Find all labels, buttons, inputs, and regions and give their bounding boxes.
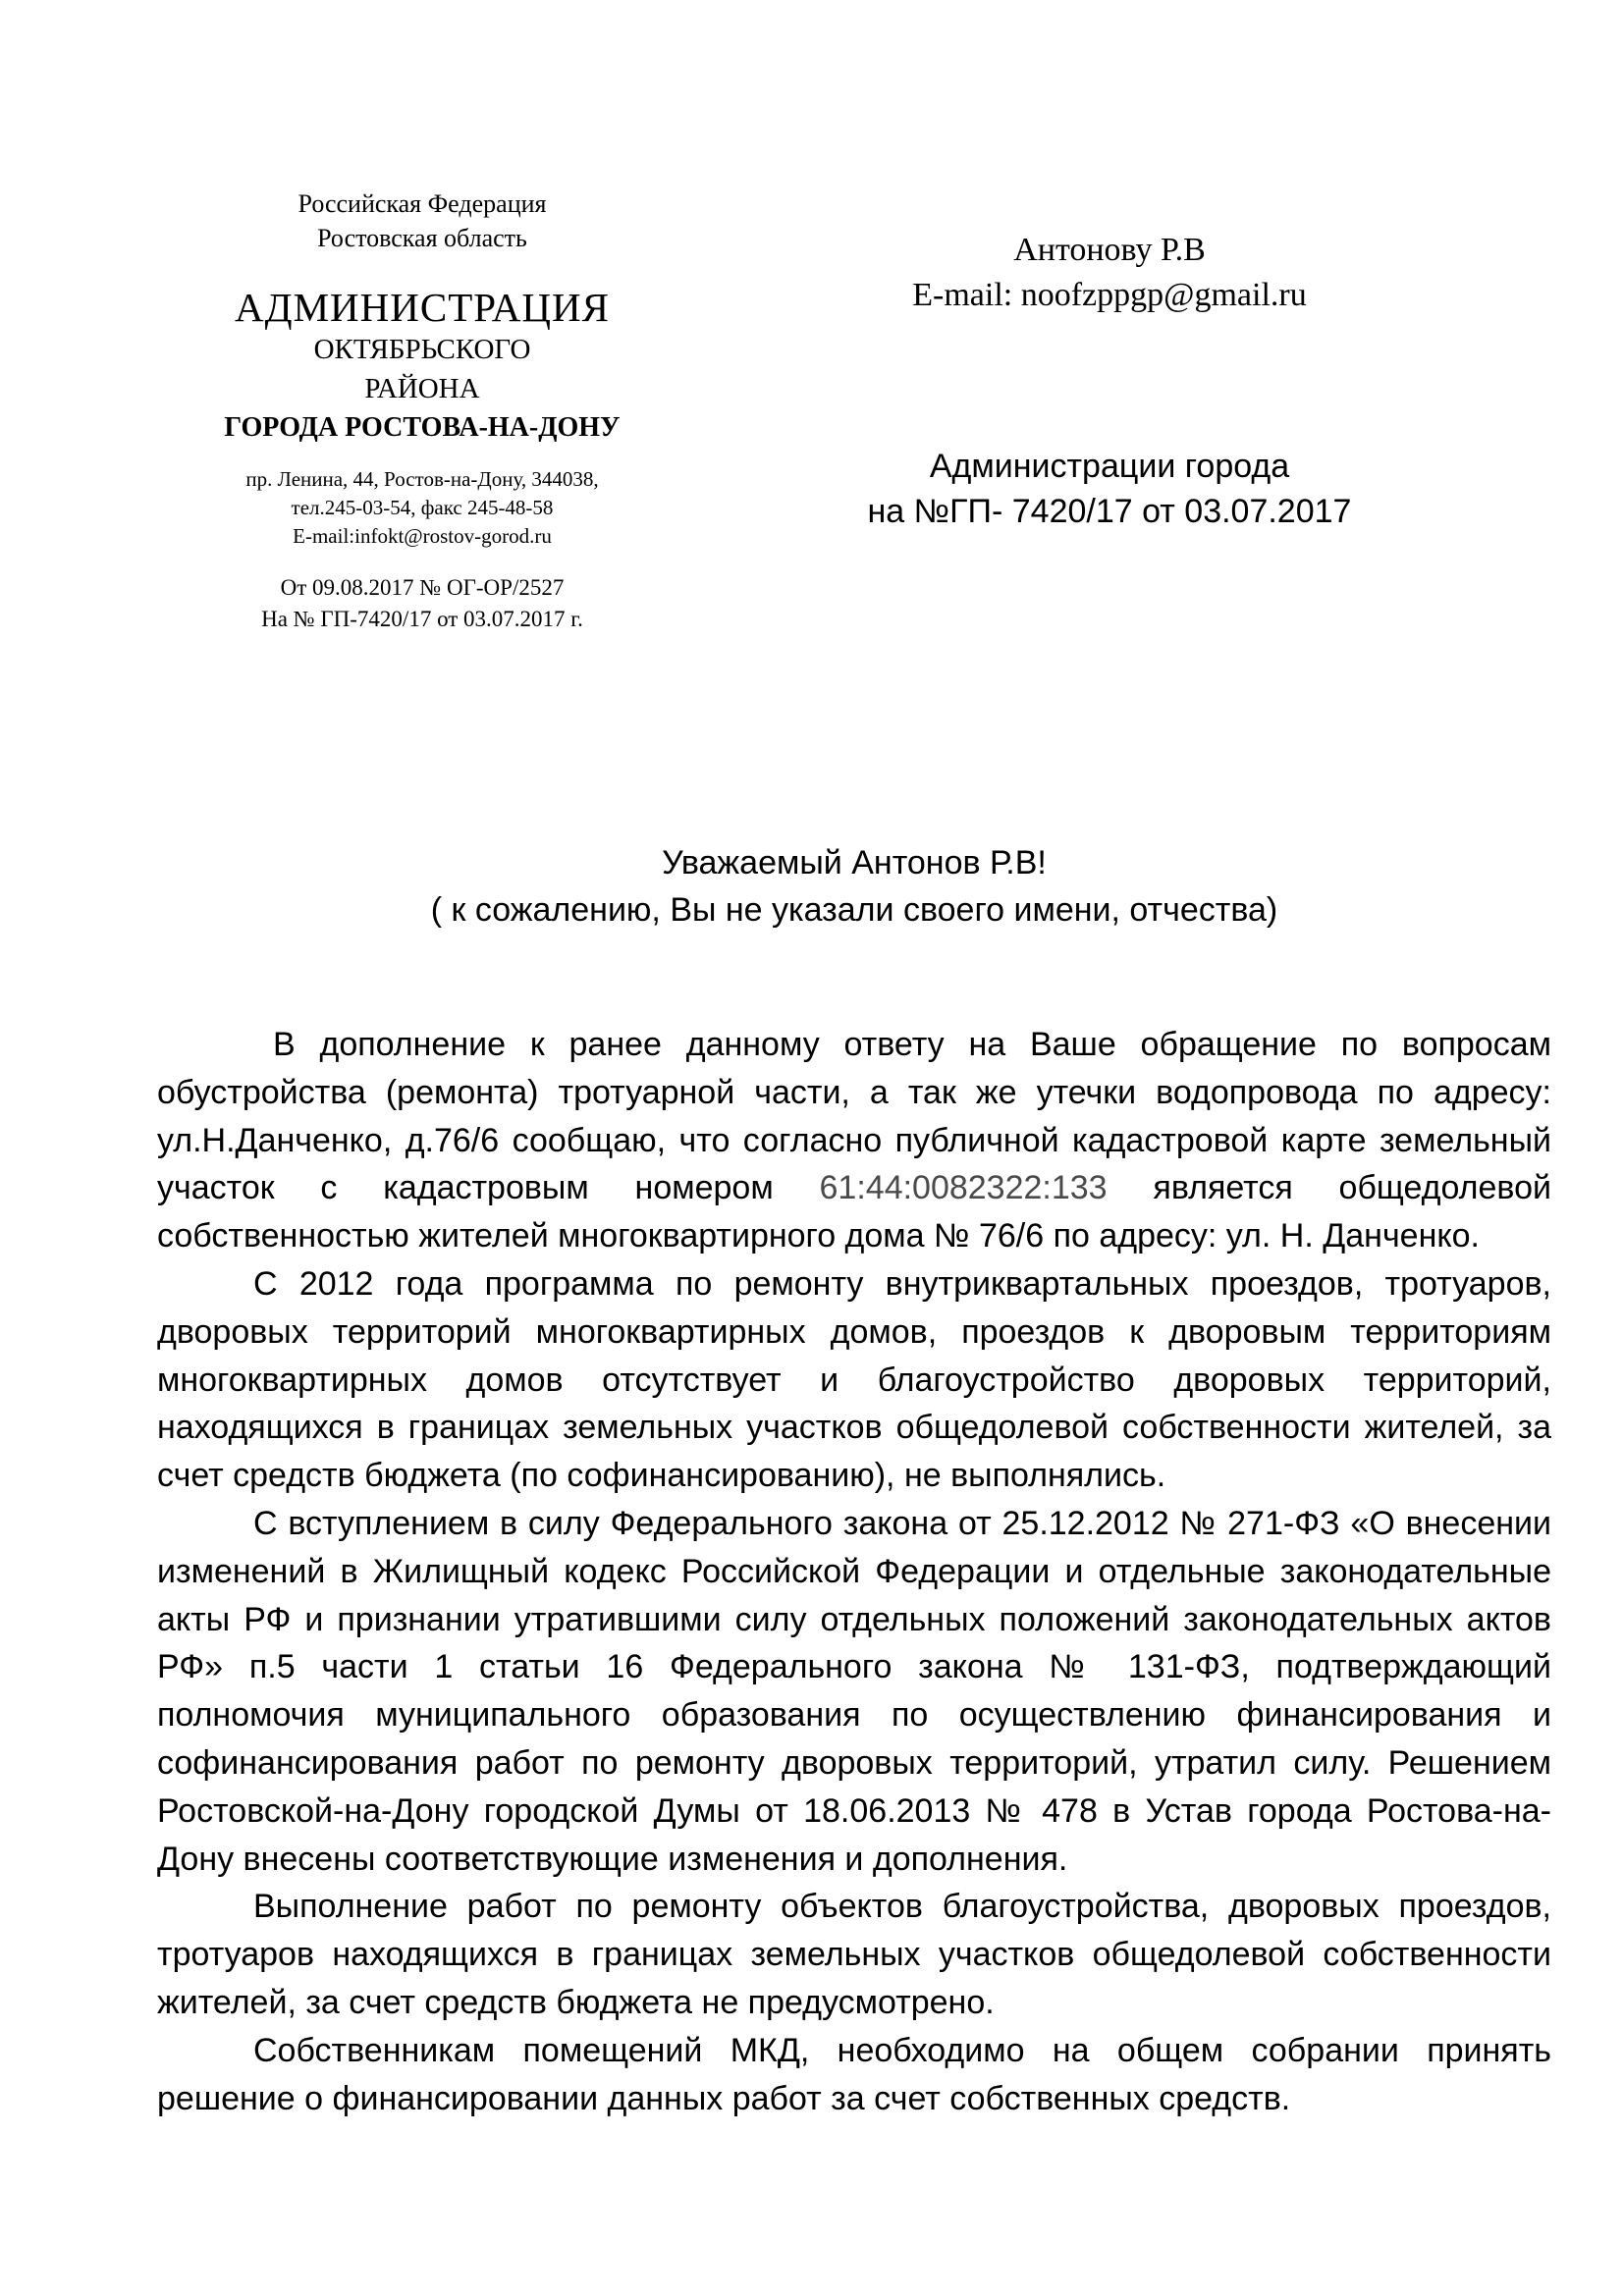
addressee-ref-line: на №ГП- 7420/17 от 03.07.2017 [867,493,1352,530]
letterhead-contacts [157,465,687,551]
body-paragraph-1 [157,1021,1551,1260]
letterhead-references [157,572,687,635]
letterhead [157,187,687,635]
salutation [157,839,1551,934]
body-paragraph-2: С 2012 года программа по ремонту внутриквартальных проездов, тротуаров, дворовых территорий многоквартирных домов, проездов к дворовым территориям многоквартирных домов отсутствует и благоустройство дворовых территорий, находящихся в границах земельных участков общедолевой собственности жителей, за счет средств бюджета (по софинансированию), не выполнялись. [157,1264,1551,1495]
letterhead-country: Российская Федерация [298,189,547,218]
letterhead-region: Ростовская область [317,224,527,252]
addressee-block [825,228,1394,318]
letterhead-admin-title: АДМИНИСТРАЦИЯ [235,285,610,330]
body-paragraph-5: Собственникам помещений МКД, необходимо на общем собрании принять решение о финансировании данных работ за счет собственных средств. [157,2031,1551,2117]
letterhead-address: пр. Ленина, 44, Ростов-на-Дону, 344038, [245,467,599,491]
letterhead-district-line-1: ОКТЯБРЬСКОГО [313,334,531,365]
salutation-note: ( к сожалению, Вы не указали своего имени, отчества) [430,891,1278,929]
addressee-name: Антонову Р.В [1013,232,1206,268]
letterhead-district-line-2: РАЙОНА [364,373,480,404]
incoming-reference: На № ГП-7420/17 от 03.07.2017 г. [261,607,583,631]
letterhead-email: E-mail:infokt@rostov-gorod.ru [293,524,552,548]
letterhead-city: ГОРОДА РОСТОВА-НА-ДОНУ [224,412,621,443]
body-paragraph-1-end: является общедолевой собственностью жителей многоквартирного дома № 76/6 по адресу: ул. Н. Данченко. [157,1169,1551,1255]
salutation-greeting: Уважаемый Антонов Р.В! [662,844,1047,881]
addressee-admin-line: Администрации города [929,448,1290,485]
outgoing-reference: От 09.08.2017 № ОГ-ОР/2527 [280,575,565,600]
body-paragraph-4: Выполнение работ по ремонту объектов благоустройства, дворовых проездов, тротуаров находящихся в границах земельных участков общедолевой собственности жителей, за счет средств бюджета не предусмотрено. [157,1888,1551,2021]
cadastral-number: 61:44:0082322:133 [819,1169,1108,1207]
letterhead-phone: тел.245-03-54, факс 245-48-58 [291,496,554,519]
addressee-reference-block [825,444,1394,534]
body-paragraph-1-start: В дополнение к ранее данному ответу на Ваше обращение по вопросам обустройства (ремонта) тротуарной части, а так же утечки водопровода по адресу: ул.Н.Данченко, д.76/6 сообщаю, что согласно публичной кадастровой карте земельный участок с кадастровым номером [157,1026,1551,1207]
letter-body [157,1021,1551,2122]
addressee-email: E-mail: noofzppgp@gmail.ru [912,277,1307,313]
body-paragraph-3: С вступлением в силу Федерального закона от 25.12.2012 № 271-ФЗ «О внесении изменений в Жилищный кодекс Российской Федерации и отдельные законодательные акты РФ и признании утратившими силу отдельных положений законодательных актов РФ» п.5 части 1 статьи 16 Федерального закона № 131-ФЗ, подтверждающий полномочия муниципального образования по осуществлению финансирования и софинансирования работ по ремонту дворовых территорий, утратил силу. Решением Ростовской-на-Дону городской Думы от 18.06.2013 № 478 в Устав города Ростова-на-Дону внесены соответствующие изменения и дополнения. [157,1504,1551,1878]
